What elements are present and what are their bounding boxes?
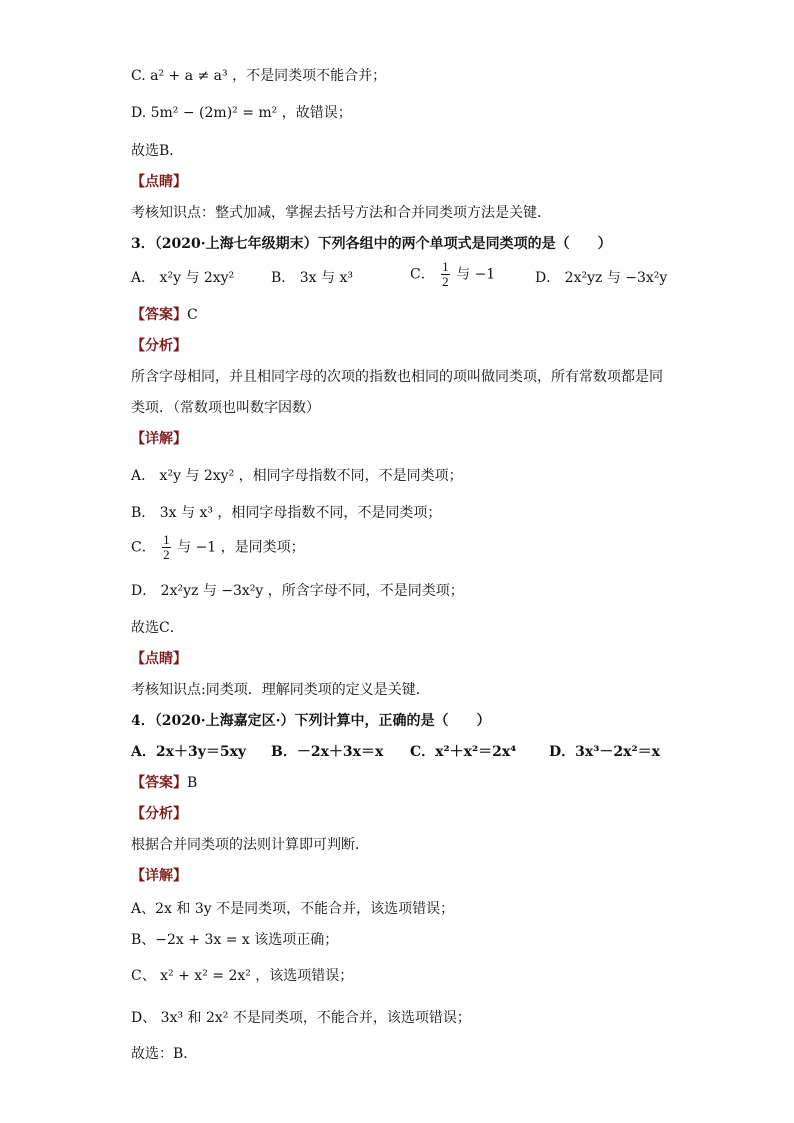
text-line: B． 3x 与 x³ ，相同字母指数不同，不是同类项； [131,505,442,521]
fraction-denominator: 2 [163,547,170,562]
answer-value: C [187,307,198,323]
detail-c-label: C． [131,539,156,556]
question-4-options [131,742,684,764]
text-line: 所含字母相同，并且相同字母的次项的指数也相同的项叫做同类项，所有常数项都是同 [131,369,663,385]
answer-tag: 【答案】 [131,307,187,323]
text-line: B、−2x + 3x = x 该选项正确； [131,932,339,948]
fraction-denominator: 2 [442,274,449,289]
question-4-title: 4．（2020·上海嘉定区·）下列计算中，正确的是（ ） [131,713,491,729]
fraction-numerator: 1 [163,532,170,547]
section-tag-detail: 【详解】 [131,431,187,447]
answer-line [131,773,684,793]
text-line: A． x²y 与 2xy² ，相同字母指数不同，不是同类项； [131,468,463,484]
option-c [410,260,495,289]
text-line: 故选：B． [131,1046,198,1062]
fraction-numerator: 1 [442,259,449,274]
answer-line [131,305,684,325]
detail-c-rest: 与 −1 ，是同类项； [177,539,305,556]
text-line: 故选B． [131,143,184,159]
question-3-options [131,259,684,294]
section-tag-point: 【点睛】 [131,174,187,190]
option-a: A．2x＋3y＝5xy [131,744,247,760]
section-tag-analysis: 【分析】 [131,338,187,354]
option-d: D． 2x²yz 与 −3x²y [535,270,668,286]
option-c: C．x²＋x²＝2x⁴ [410,744,517,760]
option-b: B． 3x 与 x³ [271,270,353,286]
option-b: B．－2x＋3x＝x [271,744,384,760]
text-line: 考核知识点：整式加减，掌握去括号方法和合并同类项方法是关键． [131,205,551,221]
option-a: A． x²y 与 2xy² [131,270,235,286]
section-tag-detail: 【详解】 [131,868,187,884]
text-line: 故选C． [131,620,184,636]
text-line: D． 2x²yz 与 −3x²y ，所含字母不同，不是同类项； [131,583,464,599]
fraction [441,260,450,289]
option-d: D．3x³－2x²＝x [549,744,660,760]
option-c-label: C． [410,266,435,283]
text-line: D. 5m² − (2m)² = m² ，故错误； [131,105,352,121]
section-tag-point: 【点睛】 [131,651,187,667]
text-line: D、 3x³ 和 2x² 不是同类项，不能合并，该选项错误； [131,1010,471,1026]
text-line: 根据合并同类项的法则计算即可判断． [131,837,369,853]
question-3-title: 3．（2020·上海七年级期末）下列各组中的两个单项式是同类项的是（ ） [131,236,612,252]
text-line [131,533,684,562]
answer-tag: 【答案】 [131,775,187,791]
text-line: 考核知识点:同类项．理解同类项的定义是关键． [131,682,430,698]
option-c-rest: 与 −1 [456,266,496,283]
text-line: 类项．（常数项也叫数字因数） [131,400,320,416]
answer-value: B [187,775,198,791]
text-line: A、2x 和 3y 不是同类项，不能合并，该选项错误； [131,901,455,917]
text-line: C、 x² + x² = 2x² ，该选项错误； [131,968,354,984]
section-tag-analysis: 【分析】 [131,806,187,822]
text-line: C. a² + a ≠ a³ ，不是同类项不能合并； [131,68,387,84]
fraction [162,533,171,562]
